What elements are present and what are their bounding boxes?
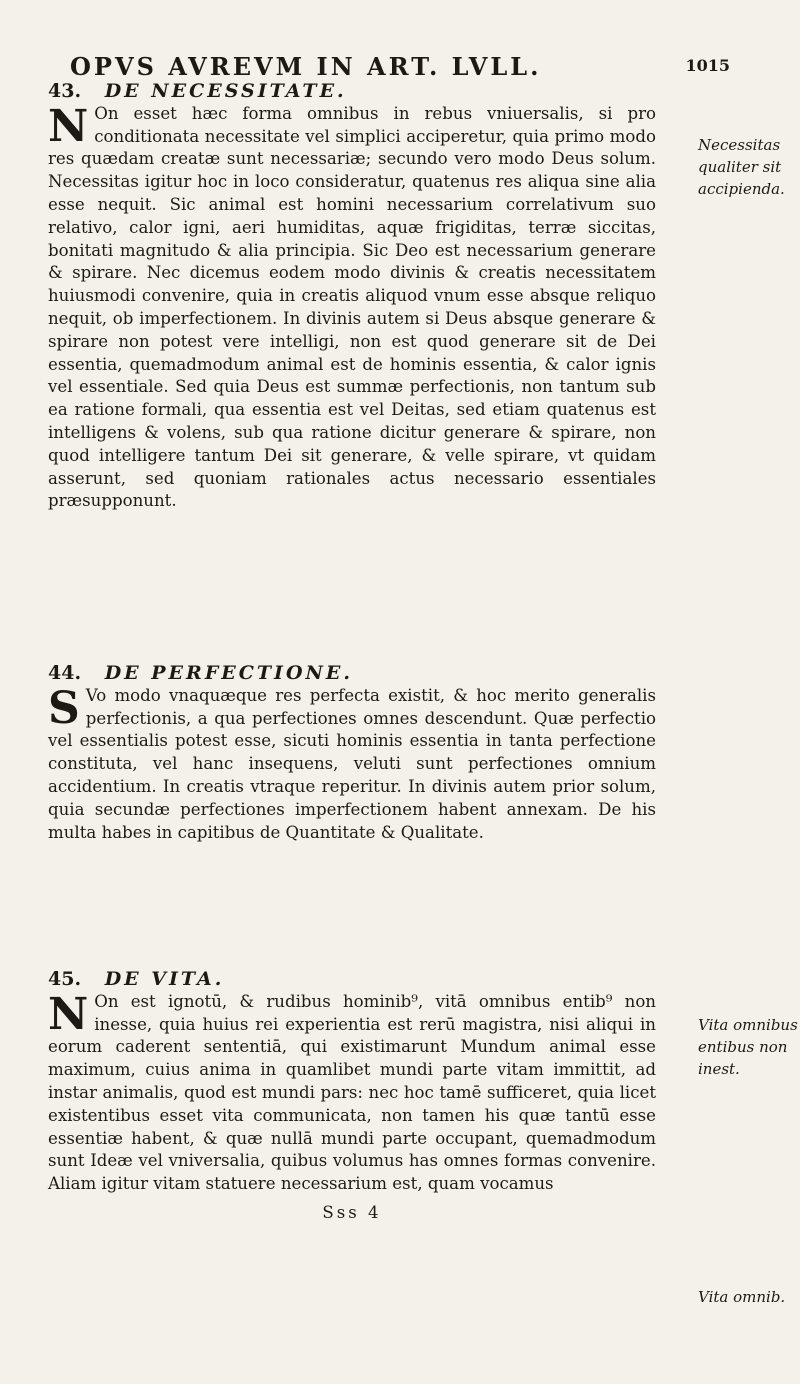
running-head: OPVS AVREVM IN ART. LVLL. (70, 52, 542, 81)
section-number: 43. (48, 80, 82, 102)
section-body (48, 988, 656, 1196)
initial-letter: N (48, 988, 89, 1040)
section-vita (48, 968, 656, 1225)
margin-note: Vita omnib. (698, 1288, 786, 1306)
initial-letter: N (48, 100, 89, 152)
section-number: 45. (48, 968, 82, 990)
section-heading (48, 662, 656, 685)
section-necessitate (48, 80, 656, 513)
section-number: 44. (48, 662, 82, 684)
section-title: DE VITA. (104, 968, 225, 990)
initial-letter: S (48, 682, 80, 734)
section-body (48, 100, 656, 513)
section-title: DE PERFECTIONE. (104, 662, 353, 684)
signature-mark: Sss 4 (322, 1202, 382, 1222)
margin-note: Vita omnibus entibus non inest. (698, 1016, 798, 1078)
section-perfectione (48, 662, 656, 844)
section-text: Vo modo vnaquæque res perfecta existit, & hoc merito generalis perfectionis, a qua perfectiones omnes descendunt. Quæ perfectio vel essentialis potest esse, sicuti hominis essentia in tanta perfectione constituta, vel hanc insequens, veluti sunt perfectiones omnium accidentium. In creatis vtraque reperitur. In divinis autem prior solum, quia secundæ perfectiones imperfectionem habent annexam. De his multa habes in capitibus de Quantitate & Qualitate. (48, 685, 656, 842)
section-body (48, 682, 656, 845)
section-title: DE NECESSITATE. (104, 80, 347, 102)
section-heading (48, 80, 656, 103)
page-number: 1015 (685, 56, 730, 75)
section-text: On esset hæc forma omnibus in rebus vniuersalis, si pro conditionata necessitate vel simplici acciperetur, quia primo modo res quædam creatæ sunt necessariæ; secundo vero modo Deus solum. Necessitas igitur hoc in loco consideratur, quatenus res aliqua sine alia esse nequit. Sic animal est homini necessarium correlativum suo relativo, calor igni, aeri humiditas, aquæ frigiditas, terræ siccitas, bonitati magnitudo & alia principia. Sic Deo est necessarium generare & spirare. Nec dicemus eodem modo divinis & creatis necessitatem huiusmodi convenire, quia in creatis aliquod vnum esse absque reliquo nequit, ob imperfectionem. In divinis autem si Deus absque generare & spirare non potest vere intelligi, non est quod generare sit de Dei essentia, quemadmodum animal est de hominis essentia, & calor ignis vel essentiale. Sed quia Deus est summæ perfectionis, non tantum sub ea ratione formali, qua essentia est vel Deitas, sed etiam quatenus est intelligens & volens, sub qua ratione dicitur generare & spirare, non quod intelligere tantum Dei sit generare, & velle spirare, vt quidam asserunt, sed quoniam rationales actus necessario essentiales præsupponunt. (48, 103, 656, 511)
margin-note: Necessitas qualiter sit accipienda. (698, 136, 785, 198)
section-heading (48, 968, 656, 991)
section-text: On est ignotū, & rudibus hominib⁹, vitā omnibus entib⁹ non inesse, quia huius rei experientia est rerū magistra, nisi aliqui in eorum caderent sententiā, qui existimarunt Mundum animal esse maximum, cuius anima in quamlibet mundi parte vitam immittit, ad instar animalis, quod est mundi pars: nec hoc tamē sufficeret, quia licet existentibus esset vita communicata, non tamen his quæ tantū esse essentiæ habent, & quæ nullā mundi parte occupant, quemadmodum sunt Ideæ vel vniversalia, quibus volumus has omnes formas convenire. Aliam igitur vitam statuere necessarium est, quam vocamus (48, 991, 656, 1194)
